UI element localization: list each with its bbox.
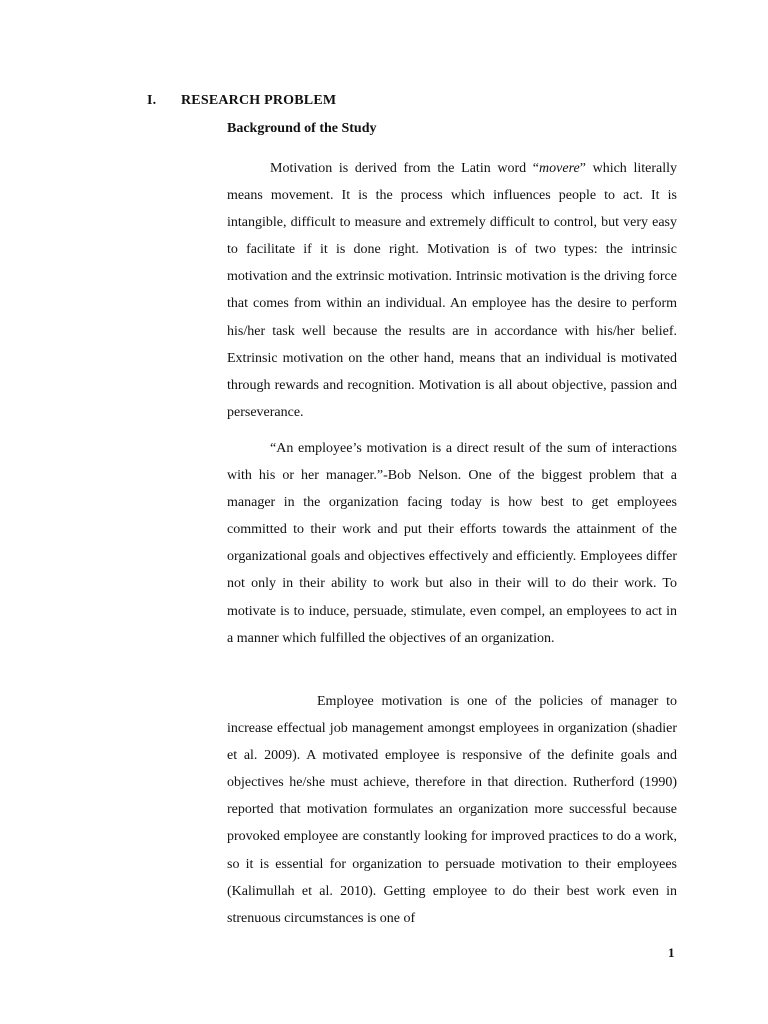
paragraph-1-text-start: Motivation is derived from the Latin word “ (270, 161, 540, 176)
page-number: 1 (668, 945, 675, 960)
subheading: Background of the Study (227, 121, 377, 136)
paragraph-1-text-end: ” which literally means movement. It is the process which influences people to act. It is intangible, difficult to measure and extremely difficult to control, but very easy to facilitate if it is done right. Motivation is of two types: the intrinsic motivation and the extrinsic motivation. Intrinsic motivation is the driving force that comes from within an individual. An employee has the desire to perform his/her task well because the results are in accordance with his/her belief. Extrinsic motivation on the other hand, means that an individual is motivated through rewards and recognition. Motivation is all about objective, passion and perseverance. (227, 161, 678, 420)
paragraph-3: Employee motivation is one of the policies of manager to increase effectual job management amongst employees in organization (shadier et al. 2009). A motivated employee is responsive of the definite goals and objectives he/she must achieve, therefore in that direction. Rutherford (1990) reported that motivation formulates an organization more successful because provoked employee are constantly looking for improved practices to do a work, so it is essential for organization to persuade motivation to their employees (Kalimullah et al. 2010). Getting employee to do their best work even in strenuous circumstances is one of (227, 694, 677, 926)
section-number: I. (147, 93, 157, 108)
paragraph-1 (227, 155, 677, 426)
section-title: RESEARCH PROBLEM (181, 93, 337, 108)
latin-term: movere (539, 161, 580, 176)
paragraph-2: “An employee’s motivation is a direct result of the sum of interactions with his or her manager.”-Bob Nelson. One of the biggest problem that a manager in the organization facing today is how best to get employees committed to their work and put their efforts towards the attainment of the organizational goals and objectives effectively and efficiently. Employees differ not only in their ability to work but also in their will to do their work. To motivate is to induce, persuade, stimulate, even compel, an employees to act in a manner which fulfilled the objectives of an organization. (227, 441, 677, 646)
